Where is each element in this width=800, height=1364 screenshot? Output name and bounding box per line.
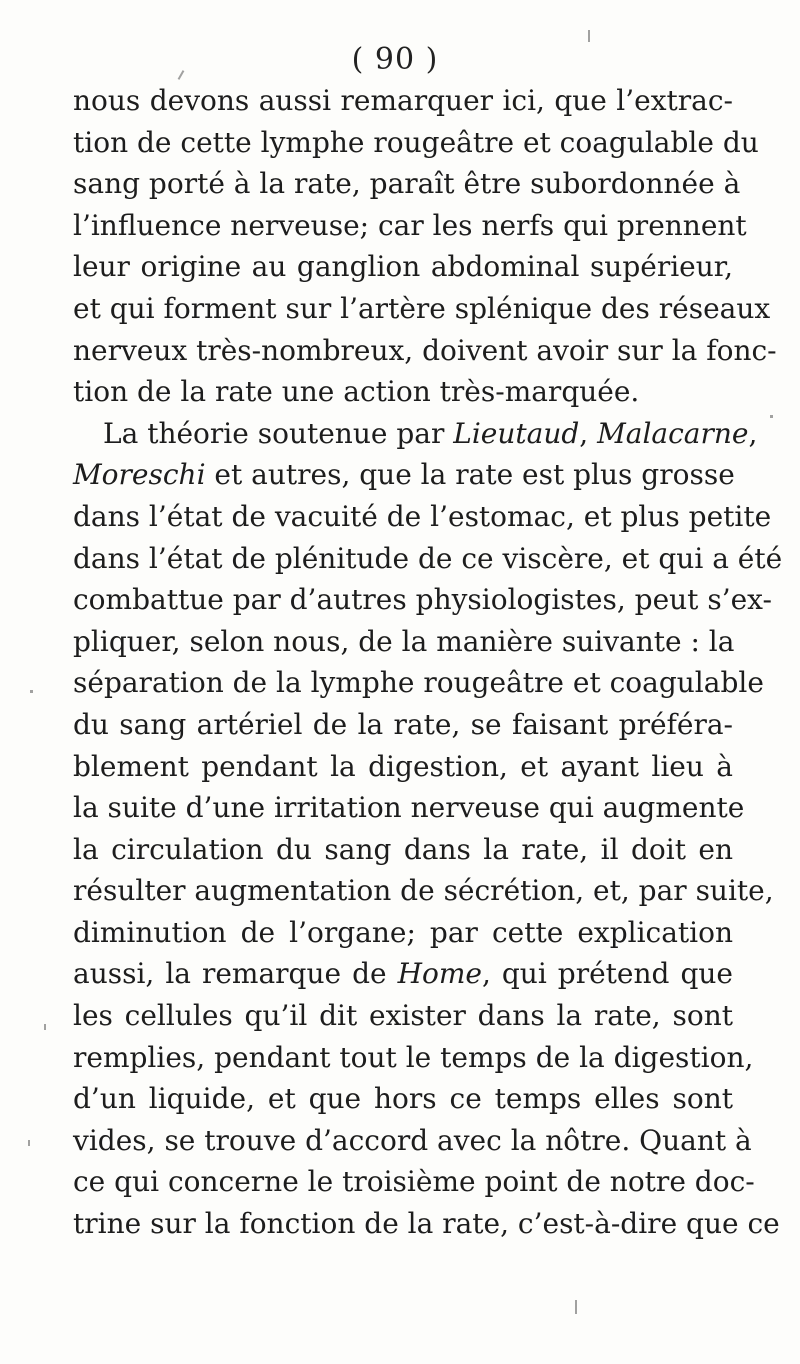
text-line: [73, 413, 758, 455]
paper-speck: [770, 415, 773, 418]
text-line: [73, 787, 745, 829]
text-segment: dans l’état de plénitude de ce viscère, et qui a été: [73, 541, 783, 575]
text-segment: sang porté à la rate, paraît être subordonnée à: [73, 167, 741, 201]
text-segment: combattue par d’autres physiologistes, peut s’ex-: [73, 583, 772, 617]
text-segment: séparation de la lymphe rougeâtre et coagulable: [73, 666, 764, 700]
paper-speck: [575, 1300, 577, 1314]
text-segment: diminution de l’organe; par cette explication: [73, 915, 733, 949]
text-line: [73, 330, 777, 372]
text-line: [73, 621, 733, 663]
text-segment: nerveux très-nombreux, doivent avoir sur la fonc-: [73, 333, 777, 367]
text-line: [73, 1037, 754, 1079]
text-line: [73, 122, 759, 164]
text-segment: ,: [748, 416, 758, 450]
text-line: [73, 912, 733, 954]
text-line: [73, 496, 772, 538]
text-line: [73, 1120, 752, 1162]
text-line: [73, 870, 774, 912]
page-number: ( 90 ): [351, 42, 439, 77]
text-segment: leur origine au ganglion abdominal supérieur,: [73, 250, 733, 284]
text-line: [73, 454, 733, 496]
text-line: [73, 246, 733, 288]
text-segment: l’influence nerveuse; car les nerfs qui prennent: [73, 208, 747, 242]
text-segment: ce qui concerne le troisième point de notre doc-: [73, 1165, 755, 1199]
text-line: [73, 205, 747, 247]
text-segment: résulter augmentation de sécrétion, et, par suite,: [73, 874, 774, 908]
text-segment: blement pendant la digestion, et ayant lieu à: [73, 749, 733, 783]
text-segment: ,: [579, 416, 598, 450]
text-line: [73, 80, 733, 122]
text-segment: dans l’état de vacuité de l’estomac, et plus petite: [73, 499, 772, 533]
text-line: [73, 746, 733, 788]
text-line: [73, 829, 733, 871]
text-line: [73, 1161, 755, 1203]
text-line: [73, 288, 771, 330]
text-segment: et qui forment sur l’artère splénique des réseaux: [73, 291, 771, 325]
text-line: [73, 704, 733, 746]
text-segment: La théorie soutenue par: [103, 416, 454, 450]
text-segment: aussi, la remarque de: [73, 957, 398, 991]
text-segment: et autres, que la rate est plus grosse: [205, 458, 735, 492]
text-segment: la suite d’une irritation nerveuse qui augmente: [73, 791, 745, 825]
text-segment: la circulation du sang dans la rate, il doit en: [73, 832, 733, 866]
text-segment: , qui prétend que: [481, 957, 733, 991]
paper-speck: [44, 1024, 46, 1030]
text-segment: trine sur la fonction de la rate, c’est-à-dire que ce: [73, 1207, 780, 1241]
text-segment: vides, se trouve d’accord avec la nôtre. Quant à: [73, 1123, 752, 1157]
text-line: [73, 953, 733, 995]
text-segment: nous devons aussi remarquer ici, que l’extrac-: [73, 84, 733, 117]
text-line: [73, 662, 764, 704]
paper-speck: [28, 1140, 30, 1146]
text-segment: remplies, pendant tout le temps de la digestion,: [73, 1040, 754, 1074]
body-text: [73, 80, 783, 1245]
italic-name: Moreschi: [73, 458, 206, 492]
text-line: [73, 995, 733, 1037]
text-segment: pliquer, selon nous, de la manière suivante : la: [73, 624, 735, 658]
text-line: [73, 371, 733, 413]
text-line: [73, 1078, 733, 1120]
text-segment: tion de la rate une action très-marquée.: [73, 375, 640, 409]
text-line: [73, 579, 772, 621]
text-segment: du sang artériel de la rate, se faisant préféra-: [73, 707, 733, 741]
italic-name: Lieutaud: [453, 416, 580, 450]
text-line: [73, 163, 741, 205]
text-line: [73, 1203, 780, 1245]
italic-name: Malacarne: [597, 416, 749, 450]
paper-speck: [588, 30, 590, 42]
italic-name: Home: [397, 957, 482, 991]
text-line: [73, 538, 783, 580]
text-segment: d’un liquide, et que hors ce temps elles sont: [73, 1082, 733, 1116]
paper-speck: [30, 690, 33, 693]
text-segment: les cellules qu’il dit exister dans la rate, sont: [73, 999, 733, 1033]
text-segment: tion de cette lymphe rougeâtre et coagulable du: [73, 125, 759, 159]
